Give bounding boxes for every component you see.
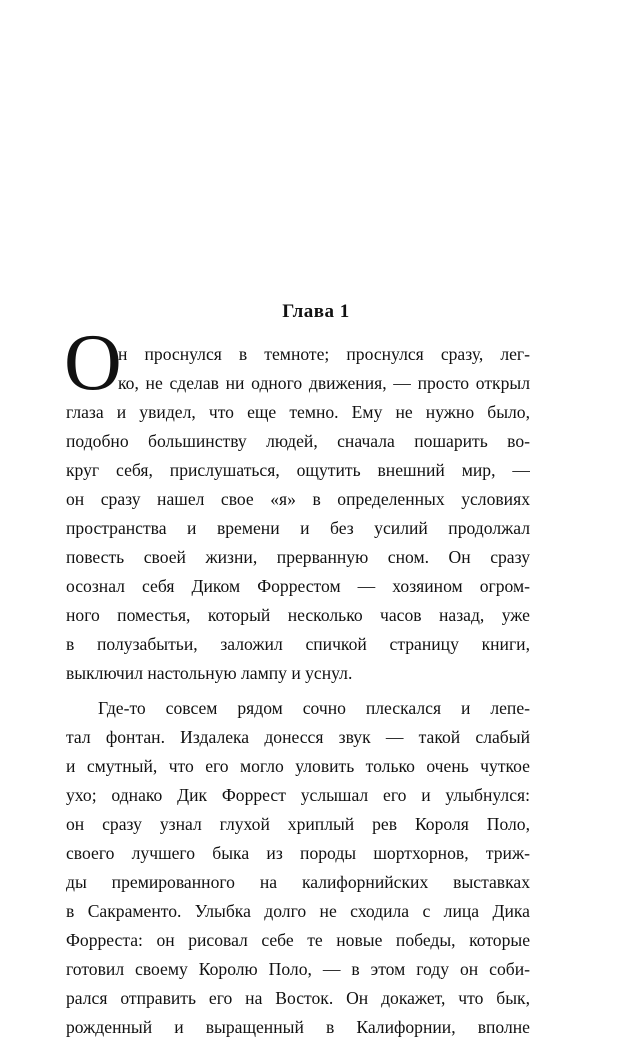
text-line: и смутный, что его могло уловить только очень чуткое xyxy=(66,756,530,776)
text-line: рался отправить его на Восток. Он докажет, что бык, xyxy=(66,988,530,1008)
text-line: своего лучшего быка из породы шортхорнов, триж- xyxy=(66,843,530,863)
text-line: выключил настольную лампу и уснул. xyxy=(66,663,353,683)
text-line: готовил своему Королю Поло, — в этом году он соби- xyxy=(66,959,530,979)
text-line: осознал себя Диком Форрестом — хозяином огром- xyxy=(66,576,530,596)
text-line: пространства и времени и без усилий продолжал xyxy=(66,518,530,538)
text-line: подобно большинству людей, сначала пошарить во- xyxy=(66,431,530,451)
text-line: он сразу узнал глухой хриплый рев Короля Поло, xyxy=(66,814,530,834)
text-line: в полузабытьи, заложил спичкой страницу книги, xyxy=(66,634,530,654)
text-line: ного поместья, который несколько часов назад, уже xyxy=(66,605,530,625)
text-line: ухо; однако Дик Форрест услышал его и улыбнулся: xyxy=(66,785,530,805)
text-line: он сразу нашел свое «я» в определенных условиях xyxy=(66,489,530,509)
body-text xyxy=(64,319,530,1042)
text-line: глаза и увидел, что еще темно. Ему не нужно было, xyxy=(66,402,530,422)
chapter-title: Глава 1 xyxy=(282,301,350,322)
text-line: Форреста: он рисовал себе те новые победы, которые xyxy=(66,930,530,950)
text-line: рожденный и выращенный в Калифорнии, вполне xyxy=(66,1017,530,1037)
paragraph-2 xyxy=(66,694,530,1042)
paragraph-1 xyxy=(64,319,530,688)
text-line: повесть своей жизни, прерванную сном. Он сразу xyxy=(66,547,530,567)
text-line: Где-то совсем рядом сочно плескался и лепе- xyxy=(98,698,530,718)
text-line: тал фонтан. Издалека донесся звук — такой слабый xyxy=(66,727,530,747)
drop-cap: О xyxy=(64,319,122,407)
text-line: н проснулся в темноте; проснулся сразу, лег- xyxy=(118,344,530,364)
text-line: ко, не сделав ни одного движения, — просто открыл xyxy=(118,373,530,393)
text-line: ды премированного на калифорнийских выставках xyxy=(66,872,530,892)
text-line: в Сакраменто. Улыбка долго не сходила с лица Дика xyxy=(66,901,530,921)
text-line: круг себя, прислушаться, ощутить внешний мир, — xyxy=(66,460,530,480)
